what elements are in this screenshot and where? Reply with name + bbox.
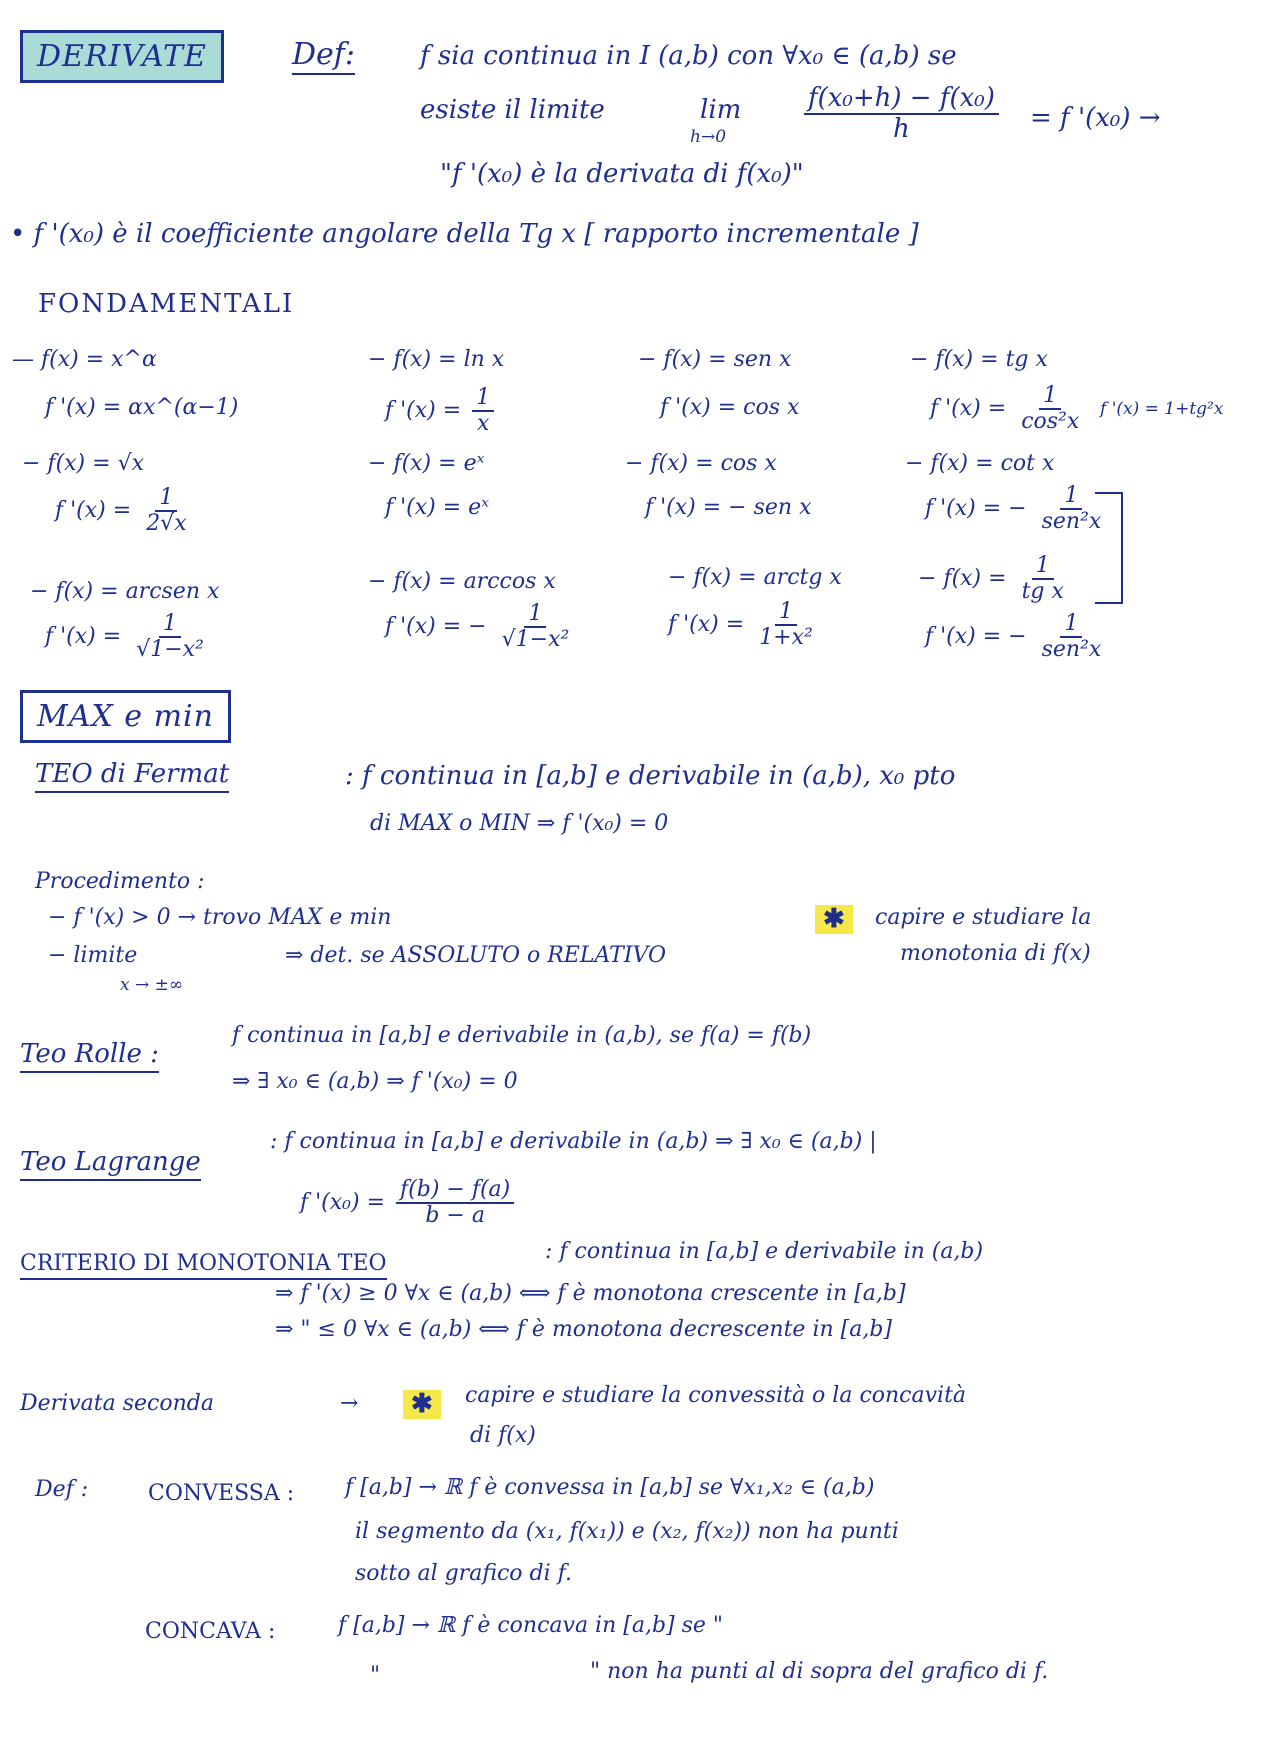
convessa-line-2: il segmento da (x₁, f(x₁)) e (x₂, f(x₂)) non ha punti xyxy=(355,1519,899,1544)
derivative-sen: f '(x) = cos x xyxy=(660,395,800,420)
formula-arctg: − f(x) = arctg x xyxy=(668,565,842,590)
fermat-line-2: di MAX o MIN ⇒ f '(x₀) = 0 xyxy=(370,811,669,836)
formula-sqrt: − f(x) = √x xyxy=(22,451,144,476)
convessa-label: CONVESSA : xyxy=(148,1481,295,1506)
def-lim-word: lim xyxy=(700,95,742,125)
lagrange-label: Teo Lagrange xyxy=(20,1148,201,1181)
formula-inv-tg: − f(x) = $\frac{1}{\text{tg x}}$ xyxy=(918,553,1064,605)
procedimento-step-1: − f '(x) > 0 → trovo MAX e min xyxy=(48,905,392,930)
derivata-seconda-arrow: → xyxy=(340,1391,359,1416)
conv-def-label: Def : xyxy=(35,1477,89,1502)
derivata-seconda-text-b: di f(x) xyxy=(470,1423,536,1448)
derivative-tg-alt: f '(x) = 1+tg²x xyxy=(1100,399,1224,419)
def-frac-den: h xyxy=(893,113,910,144)
bullet-line: • f '(x₀) è il coefficiente angolare della Tg x [ rapporto incrementale ] xyxy=(10,219,919,249)
fondamentali-heading: FONDAMENTALI xyxy=(38,289,295,319)
formula-arccos: − f(x) = arccos x xyxy=(368,569,556,594)
formula-ln: − f(x) = ln x xyxy=(368,347,505,372)
formula-arcsen: − f(x) = arcsen x xyxy=(30,579,220,604)
derivative-arcsen: f '(x) = $\frac{1}{\text{√1−x²}}$ xyxy=(45,611,204,663)
star-note-1: ✱ xyxy=(815,905,853,934)
star-note-2: ✱ xyxy=(403,1390,441,1419)
concava-line-2b: " non ha punti al di sopra del grafico di f. xyxy=(590,1659,1049,1684)
rolle-line-2: ⇒ ∃ x₀ ∈ (a,b) ⇒ f '(x₀) = 0 xyxy=(232,1069,518,1094)
def-frac-num: f(x₀+h) − f(x₀) xyxy=(804,84,999,115)
formula-cos: − f(x) = cos x xyxy=(625,451,777,476)
rolle-label: Teo Rolle : xyxy=(20,1040,159,1073)
derivative-cos: f '(x) = − sen x xyxy=(645,495,812,520)
procedimento-step-2-sub: x → ±∞ xyxy=(120,975,184,995)
derivative-cot: f '(x) = − $\frac{1}{\text{sen²x}}$ xyxy=(925,483,1102,535)
def-line-1: f sia continua in I (a,b) con ∀x₀ ∈ (a,b) se xyxy=(420,41,957,71)
derivative-arccos: f '(x) = − $\frac{1}{\text{√1−x²}}$ xyxy=(385,601,570,653)
convessa-line-3: sotto al grafico di f. xyxy=(355,1561,573,1586)
note-monotonia-a: capire e studiare la xyxy=(875,905,1092,930)
formula-tg: − f(x) = tg x xyxy=(910,347,1048,372)
lagrange-line-1: : f continua in [a,b] e derivabile in (a,b) ⇒ ∃ x₀ ∈ (a,b) | xyxy=(270,1129,877,1154)
note-monotonia-b: monotonia di f(x) xyxy=(900,941,1091,966)
bracket-connector xyxy=(1095,492,1123,604)
derivata-seconda-label: Derivata seconda xyxy=(20,1391,214,1416)
derivative-sqrt: f '(x) = $\frac{1}{2√x}$ xyxy=(55,485,187,537)
concava-line-1: f [a,b] → ℝ f è concava in [a,b] se " xyxy=(338,1613,724,1638)
monotonia-line-1: : f continua in [a,b] e derivabile in (a,b) xyxy=(545,1239,984,1264)
rolle-line-1: f continua in [a,b] e derivabile in (a,b), se f(a) = f(b) xyxy=(232,1023,812,1048)
derivative-power: f '(x) = αx^(α−1) xyxy=(45,395,239,420)
concava-line-2a: " xyxy=(370,1663,381,1688)
def-line-3: "f '(x₀) è la derivata di f(x₀)" xyxy=(440,159,804,189)
concava-label: CONCAVA : xyxy=(145,1619,276,1644)
def-fraction xyxy=(800,84,1003,143)
monotonia-line-3: ⇒ " ≤ 0 ∀x ∈ (a,b) ⟺ f è monotona decrescente in [a,b] xyxy=(275,1317,892,1342)
maxmin-title: MAX e min xyxy=(20,690,231,743)
derivative-arctg: f '(x) = $\frac{1}{\text{1+x²}}$ xyxy=(668,599,813,651)
procedimento-step-2: − limite xyxy=(48,943,138,968)
def-lim-sub: h→0 xyxy=(690,127,727,147)
def-lim xyxy=(690,95,742,147)
lagrange-formula: f '(x₀) = $\frac{f(b) - f(a)}{b - a}$ xyxy=(300,1178,518,1228)
def-line-2b: = f '(x₀) → xyxy=(1030,103,1161,133)
derivative-inv-tg: f '(x) = − $\frac{1}{\text{sen²x}}$ xyxy=(925,611,1102,663)
fermat-label: TEO di Fermat xyxy=(35,760,229,793)
derivata-seconda-text-a: capire e studiare la convessità o la concavità xyxy=(465,1383,967,1408)
monotonia-line-2: ⇒ f '(x) ≥ 0 ∀x ∈ (a,b) ⟺ f è monotona crescente in [a,b] xyxy=(275,1281,906,1306)
derivative-exp: f '(x) = eˣ xyxy=(385,495,490,520)
convessa-line-1: f [a,b] → ℝ f è convessa in [a,b] se ∀x₁,x₂ ∈ (a,b) xyxy=(345,1475,875,1500)
formula-exp: − f(x) = eˣ xyxy=(368,451,485,476)
procedimento-label: Procedimento : xyxy=(35,869,205,894)
def-line-2a: esiste il limite xyxy=(420,95,605,125)
formula-power: — f(x) = x^α xyxy=(12,347,157,372)
derivative-ln: f '(x) = $\frac{1}{x}$ xyxy=(385,386,498,436)
procedimento-step-2b: ⇒ det. se ASSOLUTO o RELATIVO xyxy=(285,943,667,968)
formula-cot: − f(x) = cot x xyxy=(905,451,1055,476)
formula-sen: − f(x) = sen x xyxy=(638,347,792,372)
derivative-tg: f '(x) = $\frac{1}{\text{cos²x}}$ xyxy=(930,383,1080,435)
monotonia-label: CRITERIO DI MONOTONIA TEO xyxy=(20,1252,387,1280)
def-label: Def: xyxy=(292,38,355,75)
derivate-title: DERIVATE xyxy=(20,30,224,83)
fermat-line-1: : f continua in [a,b] e derivabile in (a,b), x₀ pto xyxy=(345,761,956,791)
